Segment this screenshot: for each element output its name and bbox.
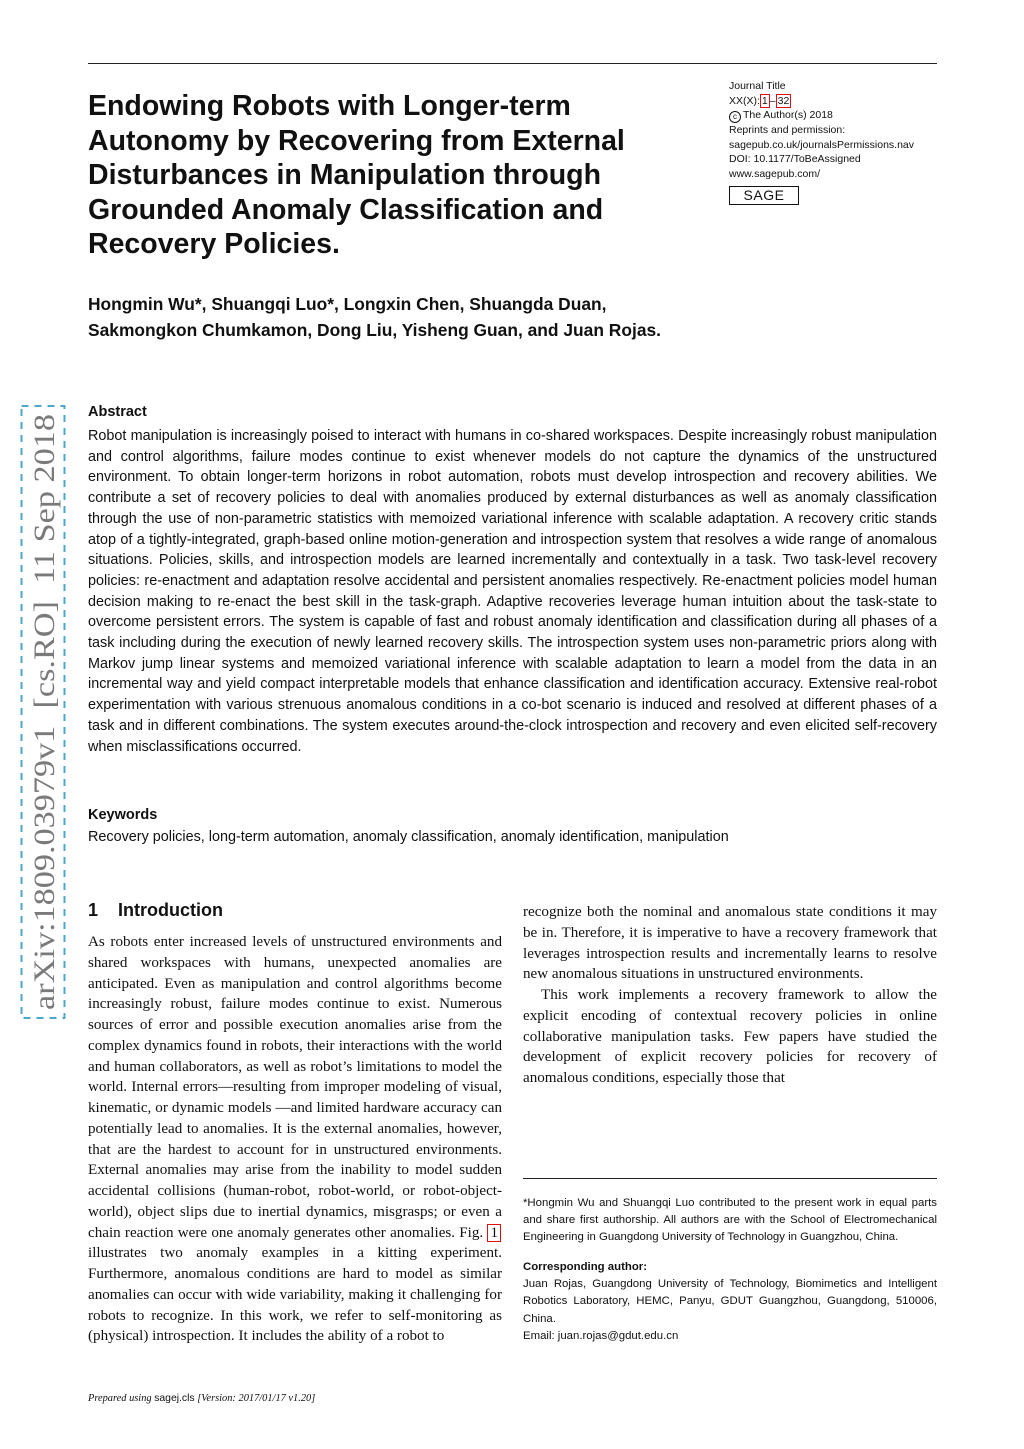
journal-website: www.sagepub.com/ (729, 167, 821, 180)
author-list (88, 291, 788, 343)
copyright-text: The Author(s) 2018 (743, 109, 833, 122)
sage-logo: SAGE (729, 186, 799, 205)
copyright-line (729, 108, 944, 123)
abstract-heading: Abstract (88, 404, 147, 420)
arxiv-identifier: arXiv:1809.03979v1 [cs.RO] 11 Sep 2018 (28, 487, 61, 1010)
footnote-rule (523, 1178, 937, 1179)
section-heading-introduction (88, 900, 223, 921)
intro-paragraph-1-end: recognize both the nominal and anomalous state conditions it may be in. Therefore, it is imperative to have a recovery framework that leverages introspection results and incrementally learns to resolve new anomalous situations in unstructured environments. (523, 904, 937, 983)
corresponding-author-heading: Corresponding author: (523, 1261, 648, 1274)
section-title: Introduction (118, 900, 223, 920)
header-rule (88, 63, 937, 64)
corresponding-author-email[interactable]: Email: juan.rojas@gdut.edu.cn (523, 1329, 679, 1342)
doi: DOI: 10.1177/ToBeAssigned (729, 153, 861, 166)
footer-cls-file: sagej.cls (154, 1393, 195, 1404)
intro-paragraph-1-start (88, 932, 502, 1347)
body-column-left (88, 932, 502, 1347)
arxiv-stamp (20, 405, 66, 1019)
section-number: 1 (88, 900, 99, 920)
page-start-link[interactable]: 1 (761, 94, 768, 107)
reprints-url: sagepub.co.uk/journalsPermissions.nav (729, 138, 915, 151)
keywords-text: Recovery policies, long-term automation, anomaly classification, anomaly identification, manipulation (88, 829, 729, 845)
journal-pages: XX(X): 1 – 32 (729, 94, 790, 107)
copyright-icon: c (729, 111, 741, 123)
body-column-right (523, 902, 937, 1089)
authors-line-2: Sakmongkon Chumkamon, Dong Liu, Yisheng Guan, and Juan Rojas. (88, 320, 661, 340)
intro-paragraph-1b-continued: illustrates two anomaly examples in a kitting experiment. Furthermore, anomalous conditions are hard to model as similar anomalies can occur with wide variability, making it challenging for robots to recognize. In this work, we refer to self-monitoring as (physical) introspection. It includes the ability of a robot to (88, 1245, 502, 1345)
footer-version: [Version: 2017/01/17 v1.20] (194, 1393, 316, 1404)
author-contribution-note: *Hongmin Wu and Shuangqi Luo contributed to the present work in equal parts and share first authorship. All authors are with the School of Electromechanical Engineering in Guangdong University of Technology in Guangzhou, China. (523, 1197, 937, 1244)
journal-volume: XX(X): (729, 94, 760, 107)
figure-1-link[interactable]: 1 (487, 1224, 501, 1242)
page-end-link[interactable]: 32 (777, 94, 790, 107)
intro-paragraph-2: This work implements a recovery framework to allow the explicit encoding of contextual recovery policies in online collaborative manipulation tasks. Few papers have studied the development of explicit recovery policies for recovery of anomalous conditions, especially those that (523, 987, 937, 1086)
reprints-label: Reprints and permission: (729, 124, 846, 137)
journal-name: Journal Title (729, 80, 786, 92)
footnote (523, 1195, 937, 1345)
page-footer (88, 1393, 315, 1404)
journal-info (729, 79, 944, 182)
intro-paragraph-1a: As robots enter increased levels of unstructured environments and shared workspaces with humans, unexpected anomalies are anticipated. Even as manipulation and control algorithms become increasingly robust, failure modes continue to exist. Numerous sources of error and possible execution anomalies arise from the complex dynamics found in robots, their interactions with the world and human collaborators, as well as robot’s limitations to model the world. Internal errors—resulting from improper modeling of visual, kinematic, or dynamic models —and limited hardware accuracy can potentially lead to anomalies. It is the external anomalies, however, that are the hardest to account for in unstructured environments. External anomalies may arise from the inability to model sudden accidental collisions (human-robot, robot-world, or robot-object-world), object slips due to inertial dynamics, misgrasps; or even a chain reaction were one anomaly generates other anomalies. Fig. (88, 934, 502, 1241)
abstract-text: Robot manipulation is increasingly poised to interact with humans in co-shared workspaces. Despite increasingly robust manipulation and control algorithms, failure modes continue to exist whenever models do not capture the dynamics of the unstructured environment. To obtain longer-term horizons in robot automation, robots must develop introspection and recovery abilities. We contribute a set of recovery policies to deal with anomalies produced by external disturbances as well as anomaly classification through the use of non-parametric statistics with memoized variational inference with scalable adaptation. A recovery critic stands atop of a tightly-integrated, graph-based online motion-generation and introspection system that resolves a wide range of anomalous situations. Policies, skills, and introspection models are learned incrementally and contextually in a task. Two task-level recovery policies: re-enactment and adaptation resolve accidental and persistent anomalies respectively. Re-enactment policies model human decision making to re-enact the best skill in the task-graph. Adaptive recoveries leverage human intuition about the task-state to overcome persistent errors. The system is capable of fast and robust anomaly identification and classification during all phases of a task including during the execution of newly learned recovery skills. The introspection system uses non-parametric priors along with Markov jump linear systems and memoized variational inference with scalable adaptation to learn a model from the data in an incremental way and yield compact interpretable models that enhance classification and identification accuracy. Extensive real-robot experimentation with various strenuous anomalous conditions in a co-bot scenario is induced and resolved at different phases of a task and in different combinations. The system executes around-the-clock introspection and recovery and even elicited self-recovery when misclassifications occurred. (88, 428, 937, 755)
paper-title: Endowing Robots with Longer-term Autonomy by Recovering from External Disturbances in Manipulation through Grounded Anomaly Classification and Recovery Policies. (88, 90, 625, 260)
keywords-heading: Keywords (88, 807, 158, 823)
footer-prefix: Prepared using (88, 1393, 155, 1404)
corresponding-author-address: Juan Rojas, Guangdong University of Technology, Biomimetics and Intelligent Robotics Laboratory, HEMC, Panyu, GDUT Guangzhou, Guangdong, 510006, China. (523, 1278, 937, 1325)
authors-line-1: Hongmin Wu*, Shuangqi Luo*, Longxin Chen, Shuangda Duan, (88, 294, 607, 314)
